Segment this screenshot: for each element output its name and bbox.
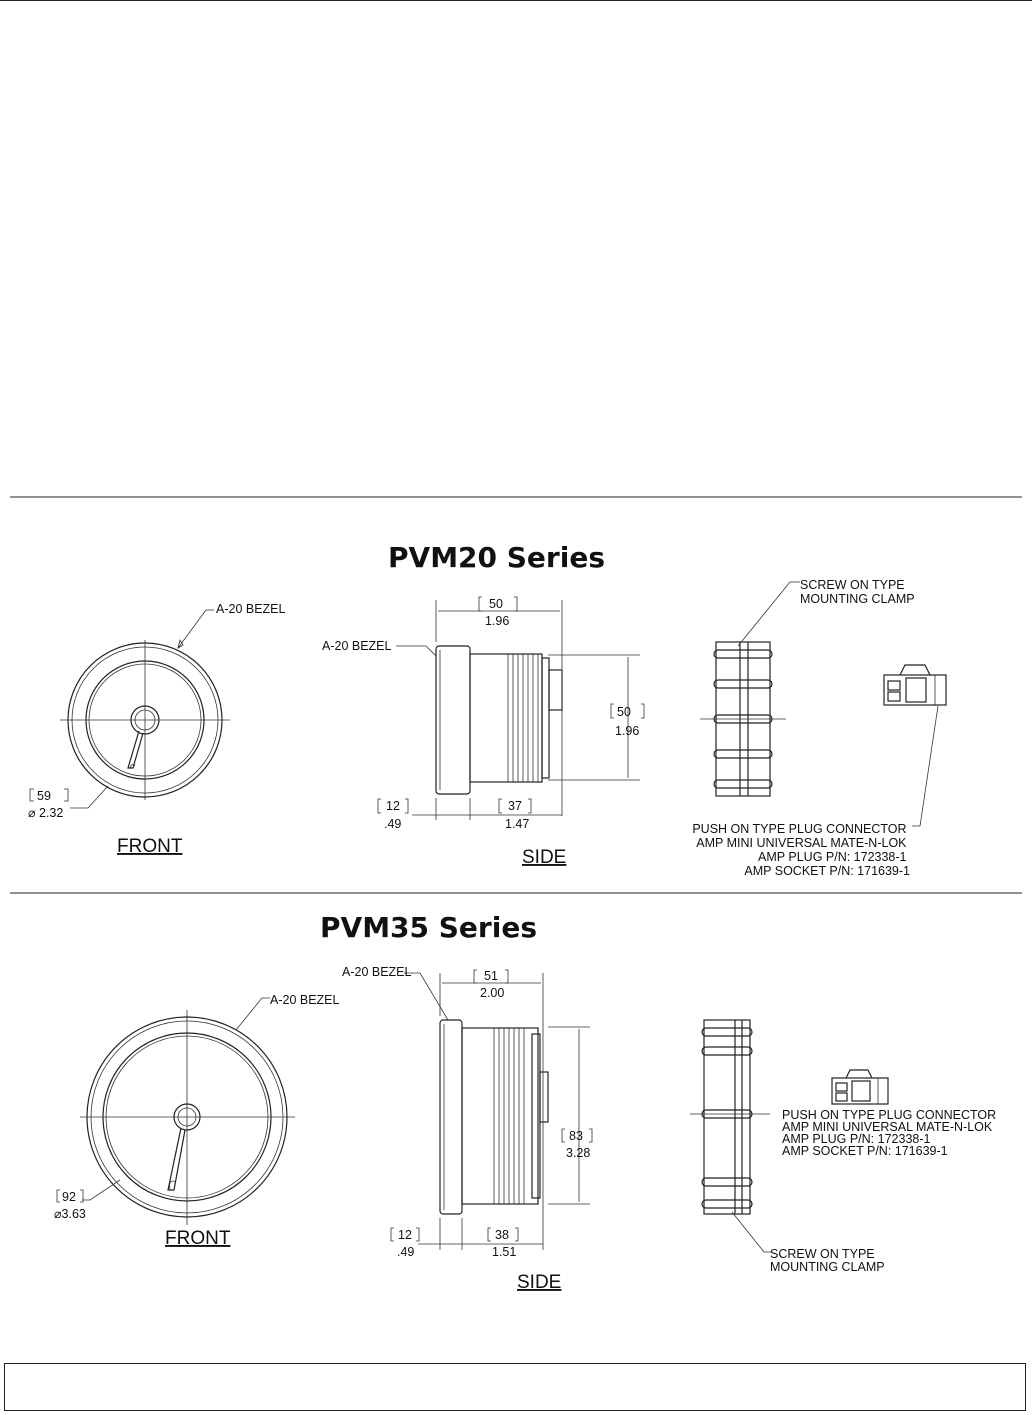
pvm35-clamp-label-line-1: SCREW ON TYPE [770,1247,875,1261]
pvm35-diameter-mm: 92 [62,1190,76,1204]
pvm35-front-bezel-label: A-20 BEZEL [270,993,340,1007]
pvm20-side-bezel-label: A-20 BEZEL [322,639,392,653]
pvm35-plug-connector [782,1070,1000,1158]
pvm35-overall-length-mm: 51 [484,969,498,983]
pvm35-height-mm: 83 [569,1129,583,1143]
pvm20-connector-line-1: PUSH ON TYPE PLUG CONNECTOR [692,822,907,836]
pvm35-connector-line-1: PUSH ON TYPE PLUG CONNECTOR [782,1108,997,1122]
pvm20-mounting-clamp [700,578,915,796]
pvm20-side-view [322,597,644,868]
pvm35-body-length-in: 1.51 [492,1245,517,1259]
pvm35-connector-line-2: AMP MINI UNIVERSAL MATE-N-LOK [782,1120,993,1134]
footer-box [4,1363,1026,1411]
pvm20-connector-line-3: AMP PLUG P/N: 172338-1 [758,850,907,864]
pvm20-side-body [470,654,542,782]
pvm35-body-length-mm: 38 [495,1228,509,1242]
pvm20-front-view [28,602,286,857]
pvm20-body-length-in: 1.47 [505,817,530,831]
pvm20-side-connector [549,670,562,710]
pvm20-clamp-label-line-1: SCREW ON TYPE [800,578,905,592]
pvm35-connector-label [782,1108,1000,1158]
pvm20-bezel-depth-mm: 12 [386,799,400,813]
pvm35-front-view-label: FRONT [165,1228,231,1249]
pvm35-bezel-depth-in: .49 [397,1245,415,1259]
pvm35-clamp-label [770,1247,885,1274]
pvm20-pointer-needle [128,731,143,768]
pvm20-plug-connector [692,665,946,878]
pvm35-side-bezel-label: A-20 BEZEL [342,965,412,979]
pvm20-clamp-label-line-2: MOUNTING CLAMP [800,592,915,606]
pvm35-bezel-depth-mm: 12 [398,1228,412,1242]
pvm35-overall-length-in: 2.00 [480,986,505,1000]
pvm20-overall-length-mm: 50 [489,597,503,611]
pvm20-front-bezel-label: A-20 BEZEL [216,602,286,616]
pvm20-overall-length-in: 1.96 [485,614,510,628]
pvm20-section [28,541,946,878]
pvm35-side-connector [540,1072,548,1122]
pvm20-title: PVM20 Series [388,541,605,574]
pvm35-pointer-needle [168,1128,185,1190]
pvm20-front-view-label: FRONT [117,836,183,857]
pvm35-side-body [462,1028,538,1204]
pvm35-section [54,911,1000,1293]
pvm20-height-mm: 50 [617,705,631,719]
pvm35-clamp-label-line-2: MOUNTING CLAMP [770,1260,885,1274]
pvm20-body-length-mm: 37 [508,799,522,813]
pvm35-height-in: 3.28 [566,1146,591,1160]
pvm35-side-view-label: SIDE [517,1272,562,1293]
pvm20-diameter-mm: 59 [37,789,51,803]
pvm20-side-view-label: SIDE [522,847,567,868]
pvm20-bezel-depth-in: .49 [384,817,402,831]
pvm20-connector-line-2: AMP MINI UNIVERSAL MATE-N-LOK [696,836,907,850]
pvm20-connector-line-4: AMP SOCKET P/N: 171639-1 [744,864,910,878]
pvm35-front-view [54,993,340,1249]
pvm35-connector-line-4: AMP SOCKET P/N: 171639-1 [782,1144,948,1158]
pvm20-side-bezel [436,646,470,794]
pvm20-height-in: 1.96 [615,724,640,738]
pvm20-clamp-label [800,578,915,606]
pvm20-diameter-in: ⌀ 2.32 [28,806,64,820]
pvm35-clamp-frame [704,1020,750,1214]
pvm35-side-bezel [440,1020,462,1214]
pvm35-title: PVM35 Series [320,911,537,944]
pvm20-connector-label [692,822,910,878]
pvm35-connector-line-3: AMP PLUG P/N: 172338-1 [782,1132,931,1146]
pvm35-diameter-in: ⌀3.63 [54,1207,86,1221]
pvm35-side-view [342,965,592,1293]
